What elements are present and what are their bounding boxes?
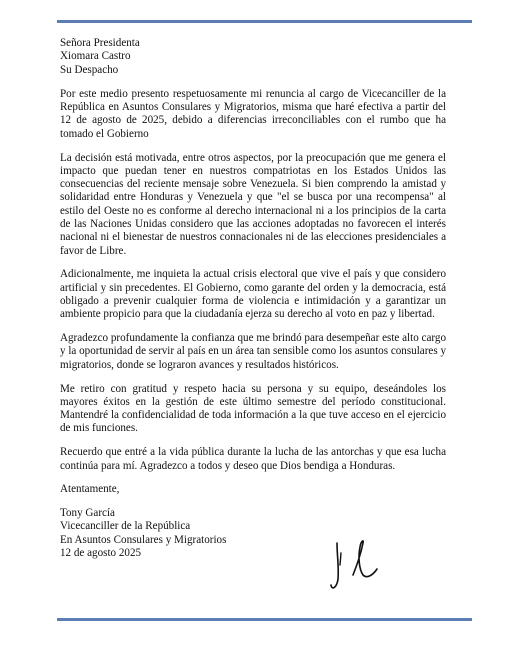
paragraph-electoral-crisis: Adicionalmente, me inquieta la actual crisis electoral que vive el país y que considero artificial y sin precedentes. El Gobierno, como garante del orden y la democracia, está obligado a prevenir cualquier forma de violencia e intimidación y a garantizar un ambiente propicio para que la ciudadanía ejerza su derecho al voto en paz y libertad. xyxy=(60,268,446,321)
letter-date: 12 de agosto 2025 xyxy=(60,547,142,559)
bottom-divider xyxy=(57,618,472,621)
signature-block xyxy=(60,507,446,560)
signer-department: En Asuntos Consulares y Migratorios xyxy=(60,533,227,546)
paragraph-gratitude: Agradezco profundamente la confianza que me brindó para desempeñar este alto cargo y la oportunidad de servir al país en un área tan sensible como los asuntos consulares y migratorios, donde se lograron avances y resultados históricos. xyxy=(60,332,446,371)
top-divider xyxy=(57,20,472,23)
closing: Atentamente, xyxy=(60,483,120,496)
paragraph-motivation: La decisión está motivada, entre otros aspectos, por la preocupación que me genera el impacto que puedan tener en nuestros compatriotas en los Estados Unidos las consecuencias del reciente mensaje sobre Venezuela. Si bien comprendo la amistad y solidaridad entre Honduras y Venezuela y que "el se busca por una recompensa" al estilo del Oeste no es conforme al derecho internacional ni a los principios de la carta de las Naciones Unidas considero que las acciones adoptadas no favorecen el interés nacional ni el bienestar de nuestros connacionales ni de las elecciones presidenciales a favor de Libre. xyxy=(60,151,446,257)
recipient-line: Señora Presidenta xyxy=(60,37,140,49)
paragraph-resignation: Por este medio presento respetuosamente mi renuncia al cargo de Vicecanciller de la República en Asuntos Consulares y Migratorios, misma que haré efectiva a partir del 12 de agosto de 2025, debido a diferencias irreconciliables con el rumbo que ha tomado el Gobierno xyxy=(60,87,446,140)
recipient-address xyxy=(60,37,446,77)
paragraph-farewell: Me retiro con gratitud y respeto hacia su persona y su equipo, deseándoles los mayores éxitos en la gestión de este último semestre del período constitucional. Mantendré la confidencialidad de toda información a la que tuve acceso en el ejercicio de mis funciones. xyxy=(60,382,446,435)
recipient-line: Su Despacho xyxy=(60,63,119,76)
handwritten-signature xyxy=(327,535,387,595)
paragraph-public-life: Recuerdo que entré a la vida pública durante la lucha de las antorchas y que esa lucha continúa para mí. Agradezco a todos y deseo que Dios bendiga a Honduras. xyxy=(60,446,446,472)
signer-title: Vicecanciller de la República xyxy=(60,520,191,533)
letter-body xyxy=(60,37,446,571)
signer-name: Tony García xyxy=(60,507,115,520)
recipient-line: Xiomara Castro xyxy=(60,50,131,63)
